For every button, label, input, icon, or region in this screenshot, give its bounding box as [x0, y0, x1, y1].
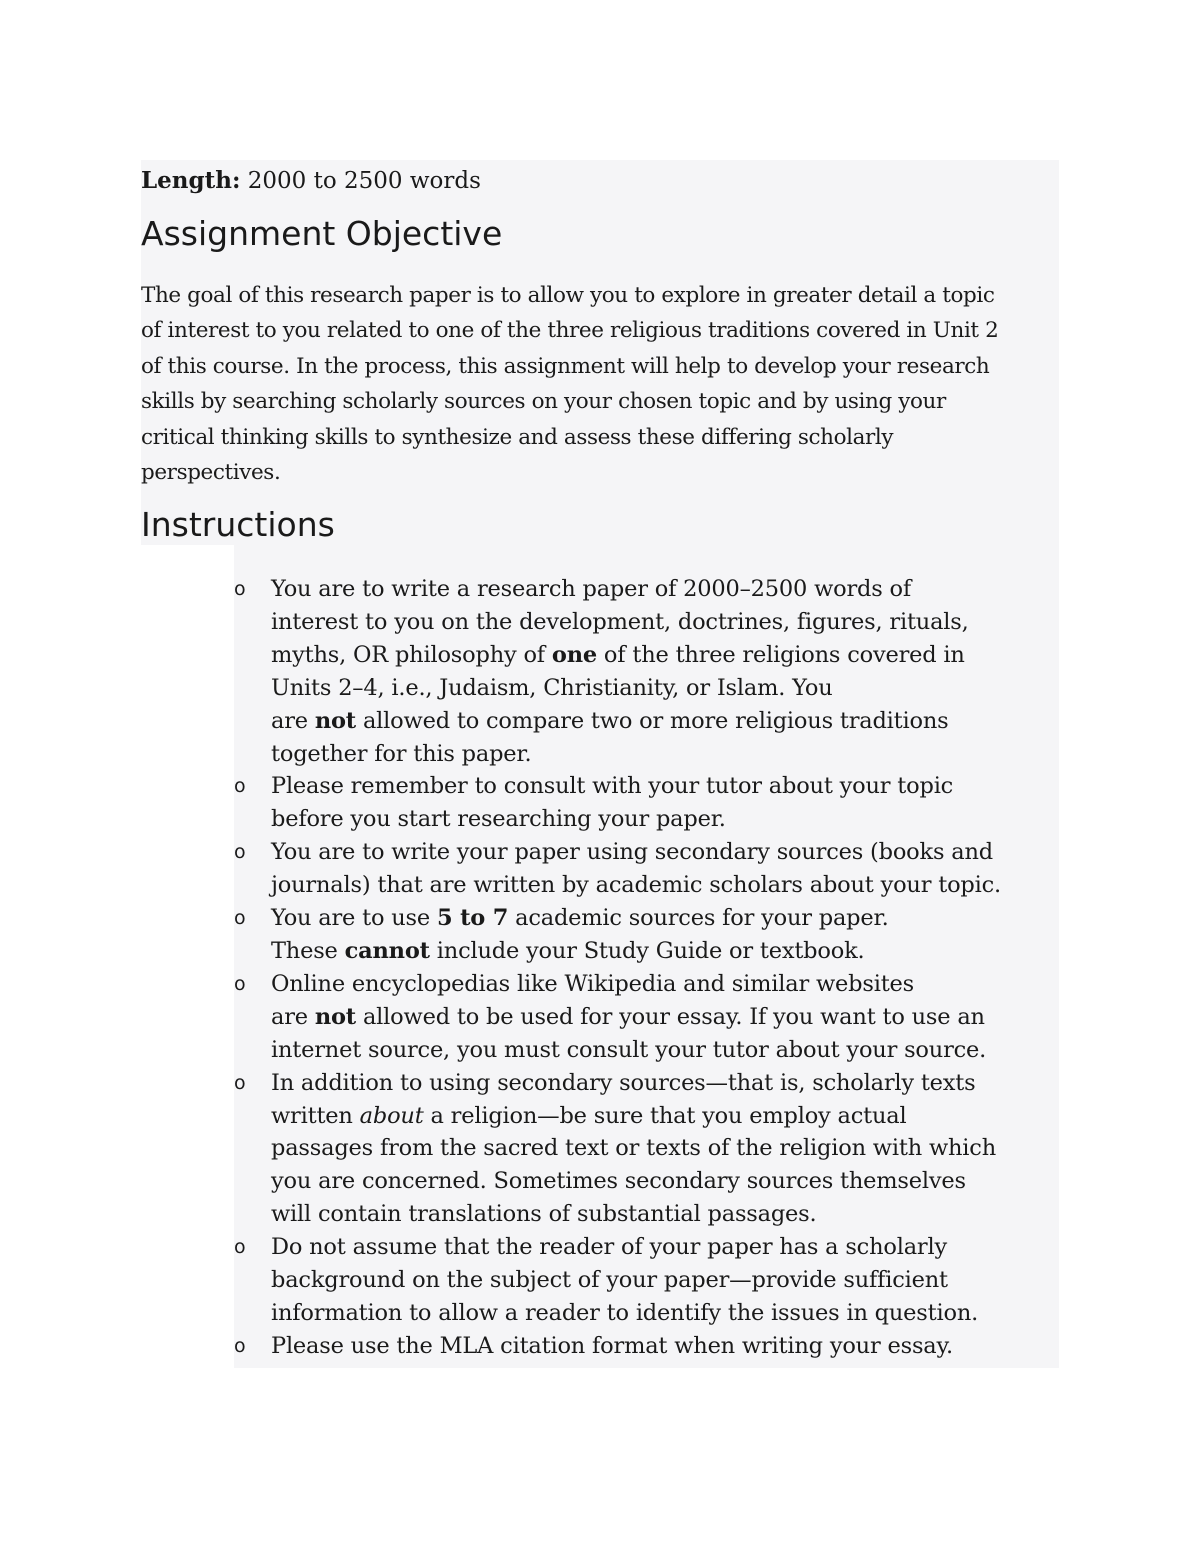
emphasis-cannot: cannot — [344, 937, 430, 964]
text-run: myths, OR philosophy of — [271, 641, 552, 668]
emphasis-count: 5 to 7 — [436, 905, 509, 932]
instruction-item-source-count — [234, 902, 1064, 968]
text-run: are — [271, 707, 315, 734]
objective-line: critical thinking skills to synthesize and assess these differing scholarly — [141, 424, 894, 450]
objective-line: perspectives. — [141, 460, 281, 486]
instruction-line: before you start researching your paper. — [271, 806, 726, 833]
instruction-line — [271, 902, 1064, 935]
instruction-item-secondary-sources — [234, 836, 1064, 902]
objective-paragraph — [141, 278, 1059, 490]
text-run: These — [271, 937, 345, 964]
text-run: written — [271, 1102, 360, 1129]
instruction-line — [271, 639, 1064, 672]
instruction-line: Do not assume that the reader of your paper has a scholarly — [271, 1234, 947, 1261]
instruction-item-topic — [234, 573, 1064, 770]
objective-line: The goal of this research paper is to allow you to explore in greater detail a topic — [141, 283, 995, 308]
instruction-line: information to allow a reader to identify the issues in question. — [271, 1299, 979, 1326]
instruction-line — [271, 1100, 1064, 1133]
length-requirement — [141, 166, 481, 196]
instruction-line: you are concerned. Sometimes secondary sources themselves — [271, 1168, 966, 1195]
bullet-marker: o — [234, 841, 246, 864]
bullet-marker: o — [234, 578, 246, 600]
bullet-marker: o — [234, 775, 246, 798]
instruction-line: interest to you on the development, doctrines, figures, rituals, — [271, 608, 969, 635]
instruction-line: Units 2–4, i.e., Judaism, Christianity, or Islam. You — [271, 674, 833, 701]
instruction-line: You are to write a research paper of 2000–2500 words of — [271, 576, 912, 602]
instruction-line: You are to write your paper using secondary sources (books and — [271, 839, 993, 866]
instruction-line: passages from the sacred text or texts of the religion with which — [271, 1135, 996, 1162]
instruction-line: In addition to using secondary sources—that is, scholarly texts — [271, 1069, 976, 1096]
length-value: 2000 to 2500 words — [240, 168, 481, 194]
emphasis-not: not — [314, 707, 357, 734]
instruction-line: together for this paper. — [271, 740, 532, 767]
bullet-marker: o — [234, 1071, 246, 1094]
instruction-item-reader-background — [234, 1231, 1064, 1330]
objective-line: of interest to you related to one of the three religious traditions covered in Unit 2 — [141, 318, 999, 344]
instruction-item-sacred-texts — [234, 1067, 1064, 1232]
instruction-line: internet source, you must consult your tutor about your source. — [271, 1036, 987, 1063]
bullet-marker: o — [234, 1334, 246, 1357]
text-run: academic sources for your paper. — [508, 905, 889, 932]
assignment-objective-heading: Assignment Objective — [141, 214, 503, 253]
instruction-item-consult-tutor — [234, 770, 1064, 836]
length-label: Length: — [141, 167, 241, 194]
instruction-line: Online encyclopedias like Wikipedia and similar websites — [271, 970, 914, 997]
bullet-marker: o — [234, 1236, 246, 1259]
instruction-item-mla-format — [234, 1330, 1064, 1363]
text-run: You are to use — [271, 905, 437, 932]
objective-line: of this course. In the process, this assignment will help to develop your research — [141, 353, 990, 379]
instruction-item-no-encyclopedias — [234, 968, 1064, 1067]
instruction-line: Please use the MLA citation format when writing your essay. — [271, 1332, 953, 1359]
bullet-marker: o — [234, 972, 246, 995]
instruction-line: will contain translations of substantial passages. — [271, 1201, 817, 1228]
instruction-line: background on the subject of your paper—provide sufficient — [271, 1267, 948, 1294]
objective-line: skills by searching scholarly sources on your chosen topic and by using your — [141, 389, 946, 415]
text-run: allowed to compare two or more religious traditions — [356, 707, 949, 734]
instruction-line — [271, 705, 1064, 738]
text-run: of the three religions covered in — [596, 641, 965, 668]
instruction-line — [271, 1001, 1064, 1034]
text-run: include your Study Guide or textbook. — [429, 937, 865, 964]
emphasis-about: about — [359, 1102, 424, 1129]
instruction-line: Please remember to consult with your tutor about your topic — [271, 773, 954, 800]
emphasis-not: not — [314, 1003, 357, 1030]
text-run: a religion—be sure that you employ actual — [423, 1102, 907, 1129]
instructions-list — [234, 573, 1064, 1363]
bullet-marker: o — [234, 907, 246, 930]
text-run: allowed to be used for your essay. If you want to use an — [356, 1003, 985, 1030]
emphasis-one: one — [551, 641, 597, 668]
instruction-line — [271, 935, 1064, 968]
instructions-heading: Instructions — [141, 505, 335, 544]
instruction-line: journals) that are written by academic scholars about your topic. — [271, 872, 1001, 899]
text-run: are — [271, 1003, 315, 1030]
